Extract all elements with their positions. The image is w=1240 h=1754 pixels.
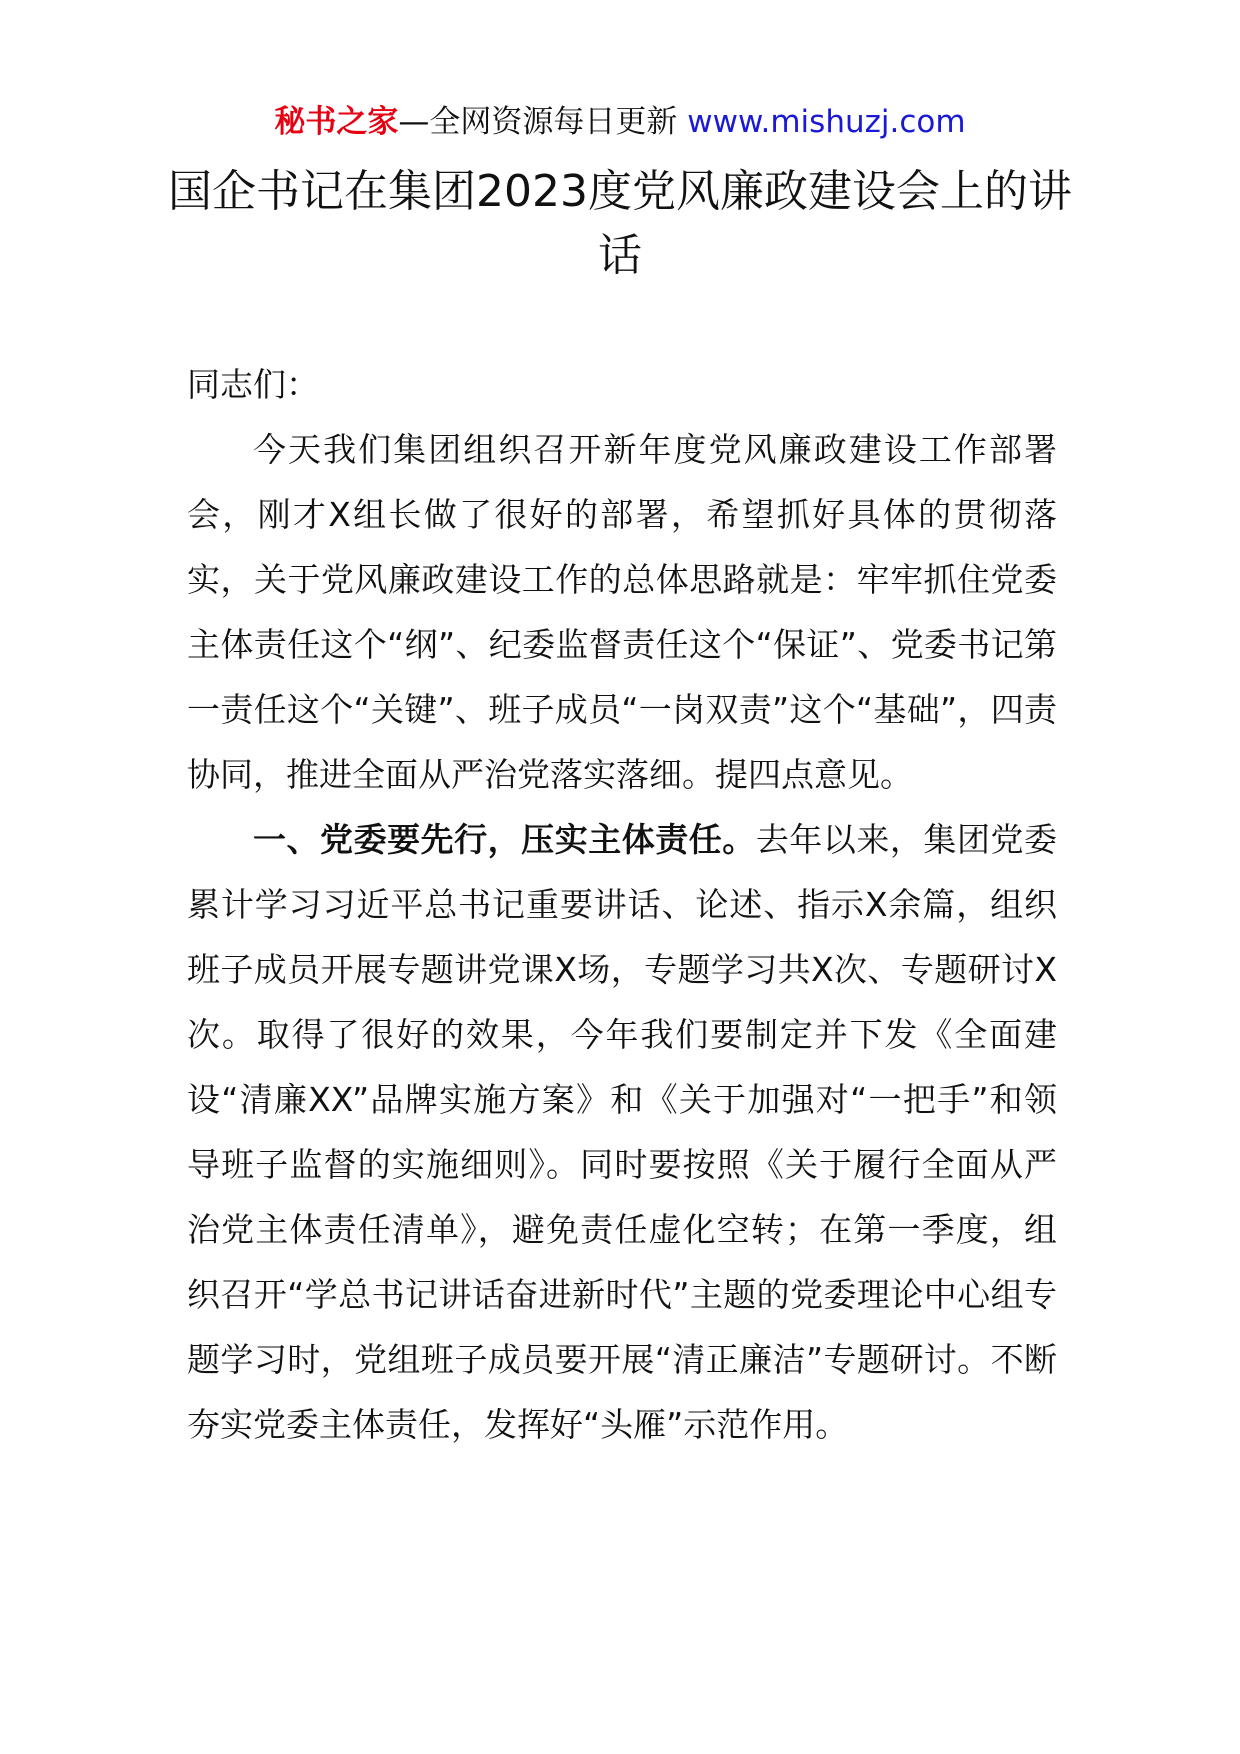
section-heading: 一、党委要先行，压实主体责任。 [253, 820, 756, 859]
paragraph-section-one [187, 807, 1057, 1457]
document-title: 国企书记在集团2023度党风廉政建设会上的讲话 [168, 166, 1072, 281]
site-url: www.mishuzj.com [687, 104, 966, 140]
site-name: 秘书之家 [274, 104, 399, 140]
paragraph-intro: 今天我们集团组织召开新年度党风廉政建设工作部署会，刚才X组长做了很好的部署，希望抓好具体的贯彻落实，关于党风廉政建设工作的总体思路就是：牢牢抓住党委主体责任这个“纲”、纪委监督责任这个“保证”、党委书记第一责任这个“关键”、班子成员“一岗双责”这个“基础”，四责协同，推进全面从严治党落实落细。提四点意见。 [187, 430, 1057, 794]
site-banner [0, 100, 1240, 144]
site-tagline: —全网资源每日更新 [398, 104, 688, 140]
document-body [187, 352, 1057, 1457]
salutation: 同志们： [187, 365, 319, 404]
section-text: 去年以来，集团党委累计学习习近平总书记重要讲话、论述、指示X余篇，组织班子成员开展专题讲党课X场，专题学习共X次、专题研讨X次。取得了很好的效果，今年我们要制定并下发《全面建设“清廉XX”品牌实施方案》和《关于加强对“一把手”和领导班子监督的实施细则》。同时要按照《关于履行全面从严治党主体责任清单》，避免责任虚化空转；在第一季度，组织召开“学总书记讲话奋进新时代”主题的党委理论中心组专题学习时，党组班子成员要开展“清正廉洁”专题研讨。不断夯实党委主体责任，发挥好“头雁”示范作用。 [187, 820, 1058, 1444]
